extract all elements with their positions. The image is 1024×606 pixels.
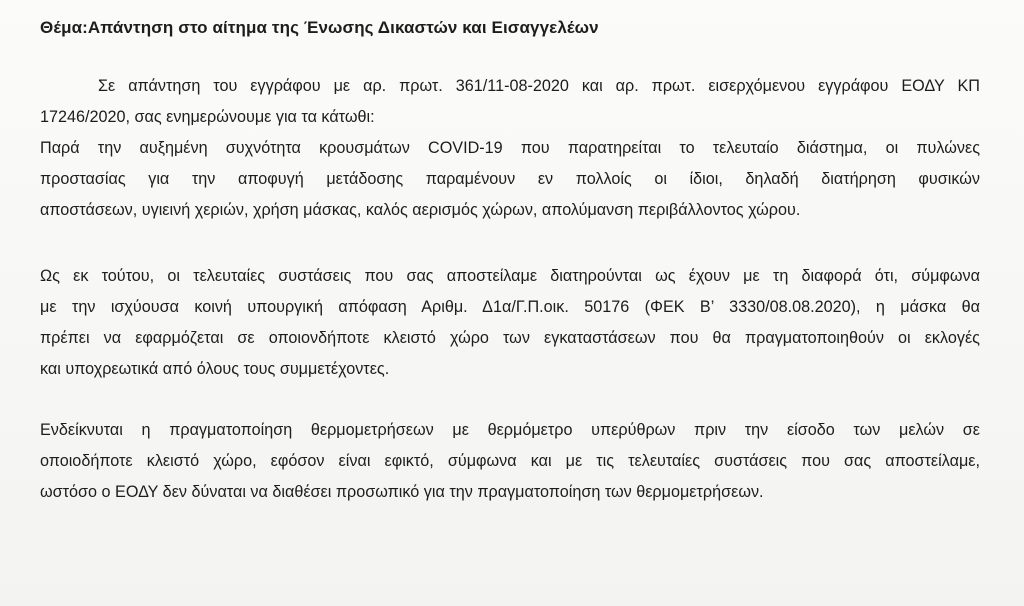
text-line: οποιοδήποτε κλειστό χώρο, εφόσον είναι εφικτό, σύμφωνα και με τις τελευταίες συστάσεις που σας αποστείλαμε, [40,452,980,470]
paragraph-thermometry [40,415,980,508]
subject-heading: Θέμα:Απάντηση στο αίτημα της Ένωσης Δικαστών και Εισαγγελέων [40,18,599,37]
paragraph-mask-rule [40,261,980,385]
text-line: Ως εκ τούτου, οι τελευταίες συστάσεις που σας αποστείλαμε διατηρούνται ως έχουν με τη διαφορά ότι, σύμφωνα [40,267,980,285]
text-line: και υποχρεωτικά από όλους τους συμμετέχοντες. [40,360,390,378]
text-line: Σε απάντηση του εγγράφου με αρ. πρωτ. 361/11-08-2020 και αρ. πρωτ. εισερχόμενου εγγράφου ΕΟΔΥ ΚΠ [98,77,980,95]
text-line: 17246/2020, σας ενημερώνουμε για τα κάτωθι: [40,108,375,126]
text-line: προστασίας για την αποφυγή μετάδοσης παραμένουν εν πολλοίς οι ίδιοι, δηλαδή διατήρηση φυσικών [40,170,980,188]
text-line: πρέπει να εφαρμόζεται σε οποιονδήποτε κλειστό χώρο των εγκαταστάσεων που θα πραγματοποιηθούν οι εκλογές [40,329,980,347]
text-line: με την ισχύουσα κοινή υπουργική απόφαση Αριθμ. Δ1α/Γ.Π.οικ. 50176 (ΦΕΚ Β’ 3330/08.08.2020), η μάσκα θα [40,298,980,316]
text-line: αποστάσεων, υγιεινή χεριών, χρήση μάσκας, καλός αερισμός χώρων, απολύμανση περιβάλλοντος χώρου. [40,201,801,219]
text-line: Ενδείκνυται η πραγματοποίηση θερμομετρήσεων με θερμόμετρο υπερύθρων πριν την είσοδο των μελών σε [40,421,980,439]
paragraph-response [40,71,980,226]
text-line: Παρά την αυξημένη συχνότητα κρουσμάτων COVID-19 που παρατηρείται το τελευταίο διάστημα, οι πυλώνες [40,139,980,157]
text-line: ωστόσο ο ΕΟΔΥ δεν δύναται να διαθέσει προσωπικό για την πραγματοποίηση των θερμομετρήσεων. [40,483,764,501]
